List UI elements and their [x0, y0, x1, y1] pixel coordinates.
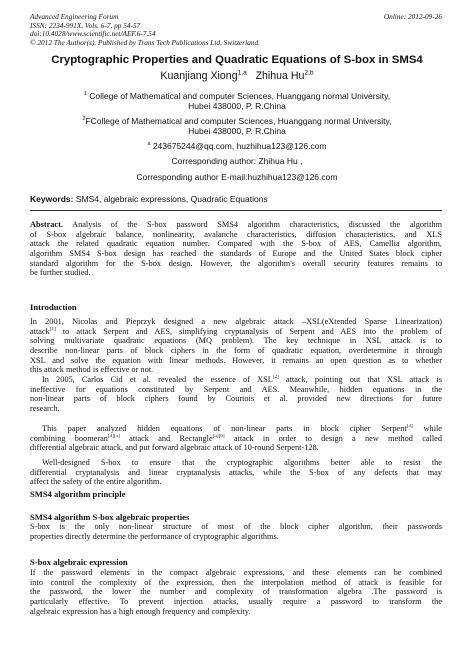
sms4-heading: SMS4 algorithm principle: [30, 489, 126, 499]
intro-paragraph-3: [30, 424, 442, 453]
abstract-line: standard algorithm for the S-box design. However, the algorithm's overall security features remains to: [30, 258, 442, 268]
online-date: Online: 2012-09-26: [383, 12, 442, 21]
intro-line: attack[1] to attack Serpent and AES, simplifying cryptanalysis of Serpent and AES into the problem of: [30, 326, 442, 336]
author-1: Kuanjiang Xiong: [160, 70, 238, 82]
citation: [1]: [49, 326, 56, 332]
affiliation-1-line1: $^1$ College of Mathematical and computer Sciences, Huanggang normal University,: [83, 91, 391, 101]
intro-line: differential algebraic attack, and put forward algebraic attack of 10-round Serpent-128.: [30, 443, 319, 453]
intro-line: solving multivariate quadratic equations (MQ problem). The key technique in XSL attack is to: [30, 336, 442, 346]
citation: [5][6]: [212, 433, 225, 439]
intro-line: affect the safety of the entire algorithm.: [30, 477, 162, 487]
intro-line: In 2001, Nicolas and Pieprzyk designed a new algebraic attack –XSL(eXtended Sparse Linearization): [30, 317, 442, 326]
author-1-sup: 1,a: [237, 69, 247, 77]
intro-line: research.: [30, 404, 60, 414]
citation: [3]: [406, 424, 413, 430]
affiliation-1-sup: 1: [83, 91, 87, 98]
copyright-line: © 2012 The Author(s). Published by Trans Tech Publications Ltd, Switzerland.: [30, 37, 260, 47]
intro-paragraph-1: [30, 317, 442, 375]
sbox-properties-paragraph: [30, 522, 442, 541]
citation: [2]: [272, 375, 279, 381]
affiliation-2-line1: $^2$FCollege of Mathematical and computer Sciences, Huanggang normal University,: [82, 116, 392, 126]
issn-line: ISSN: 2234-991X, Vols. 6-7, pp 54-57: [30, 20, 141, 30]
affiliation-1-line2: Hubei 438000, P. R.China: [188, 101, 286, 111]
journal-name: Advanced Engineering Forum: [30, 12, 119, 21]
abstract-paragraph: [30, 220, 442, 278]
keywords-text: SMS4, algebraic expressions, Quadratic Equations: [75, 194, 268, 204]
author-line: [0, 70, 474, 82]
sbox-expression-heading: S-box algebraic expression: [30, 557, 128, 567]
intro-line: In 2005, Carlos Cid et al. revealed the essence of XSL[2] attack, pointing out that XSL attack is: [42, 375, 442, 384]
sbox-expression-paragraph: [30, 568, 442, 616]
sbox-properties-line: S-box is the only non-linear structure of most of the block cipher algorithm, their passwords: [30, 522, 442, 531]
intro-heading: Introduction: [30, 302, 77, 312]
affiliation-2-line2: Hubei 438000, P. R.China: [188, 126, 286, 136]
paper-title: Cryptographic Properties and Quadratic Equations of S-box in SMS4: [51, 54, 423, 66]
divider: [30, 210, 442, 211]
author-2: Zhihua Hu: [255, 70, 305, 82]
abstract-line: Abstract. Analysis of the S-box password SMS4 algorithm characteristics, discussed the algorithm: [30, 220, 442, 229]
sbox-expression-line: If the password elements in the compact algebraic expressions, and these elements can be combined: [30, 568, 442, 577]
intro-paragraph-2: [30, 375, 442, 414]
corresponding-email: Corresponding author E-mail:huzhihua123@126.com: [136, 172, 338, 182]
intro-paragraph-4: [30, 458, 442, 487]
intro-line: Well-designed S-box to ensure that the cryptographic algorithms better able to resist the: [42, 458, 442, 467]
abstract-line: attack the related quadratic equation number. Compared with the S-box of AES, Camellia algorithm,: [30, 239, 442, 249]
corresponding-author: Corresponding author: Zhihua Hu ,: [171, 156, 303, 166]
author-2-sup: 2,b: [304, 69, 314, 77]
sbox-properties-heading: SMS4 algorithm S-box algebraic properties: [30, 512, 190, 522]
abstract-line: be further studied.: [30, 268, 91, 278]
intro-line: non-linear parts of block ciphers found by Courtois et al. provided new directions for future: [30, 394, 442, 404]
sbox-expression-line: the password, the lower the number and complexity of transformation algebra .The password is: [30, 587, 442, 597]
abstract-line: of S-box algebraic balance, nonlinearity, avalanche characteristics, diffusion characteristics, and XLS: [30, 229, 442, 239]
intro-line: this attack method is effective or not.: [30, 365, 154, 375]
intro-line: describe non-linear parts of block ciphers in the form of quadratic equation, overdetermine it through: [30, 346, 442, 356]
abstract-label: Abstract.: [30, 220, 63, 229]
citation: [4][5]: [107, 433, 120, 439]
keywords-label: Keywords:: [30, 194, 74, 204]
intro-line: differential cryptanalysis and linear cryptanalysis attacks, while the S-box of any defects that may: [30, 467, 442, 477]
sbox-expression-line: algebraic expression has a high enough frequency and complexity.: [30, 606, 251, 616]
intro-line: This paper analyzed hidden equations of non-linear parts in block cipher Serpent[3] while: [42, 424, 442, 433]
intro-line: XSL and solve the equation with linear methods. However, it remains an open question as to whether: [30, 355, 442, 365]
sbox-expression-line: particularly effective. To prevent injection attacks, usually require a password to transform the: [30, 597, 442, 607]
sbox-properties-line: properties directly determine the performance of cryptographic algorithms.: [30, 531, 279, 541]
author-emails: $^a$ 243675244@qq.com, huzhihua123@126.com: [147, 141, 327, 151]
affiliation-2-sup: 2: [82, 116, 86, 123]
abstract-line: algorithm SMS4 S-box design has reached the standards of Europe and the United States block cipher: [30, 249, 442, 259]
intro-line: ineffective for equations constituted by Serpent and AES. Meanwhile, hidden equations in the: [30, 384, 442, 394]
email-sup: a: [147, 141, 151, 148]
keywords-line: [30, 194, 268, 204]
intro-line: combining boomeran[4][5] attack and Rectangle[5][6] attack in order to design a new method called: [30, 433, 442, 443]
doi-line: doi:10.4028/www.scientific.net/AEF.6-7.54: [30, 29, 156, 39]
sbox-expression-line: into control the complexity of the expression, then the interpolation method of attack is feasible for: [30, 577, 442, 587]
